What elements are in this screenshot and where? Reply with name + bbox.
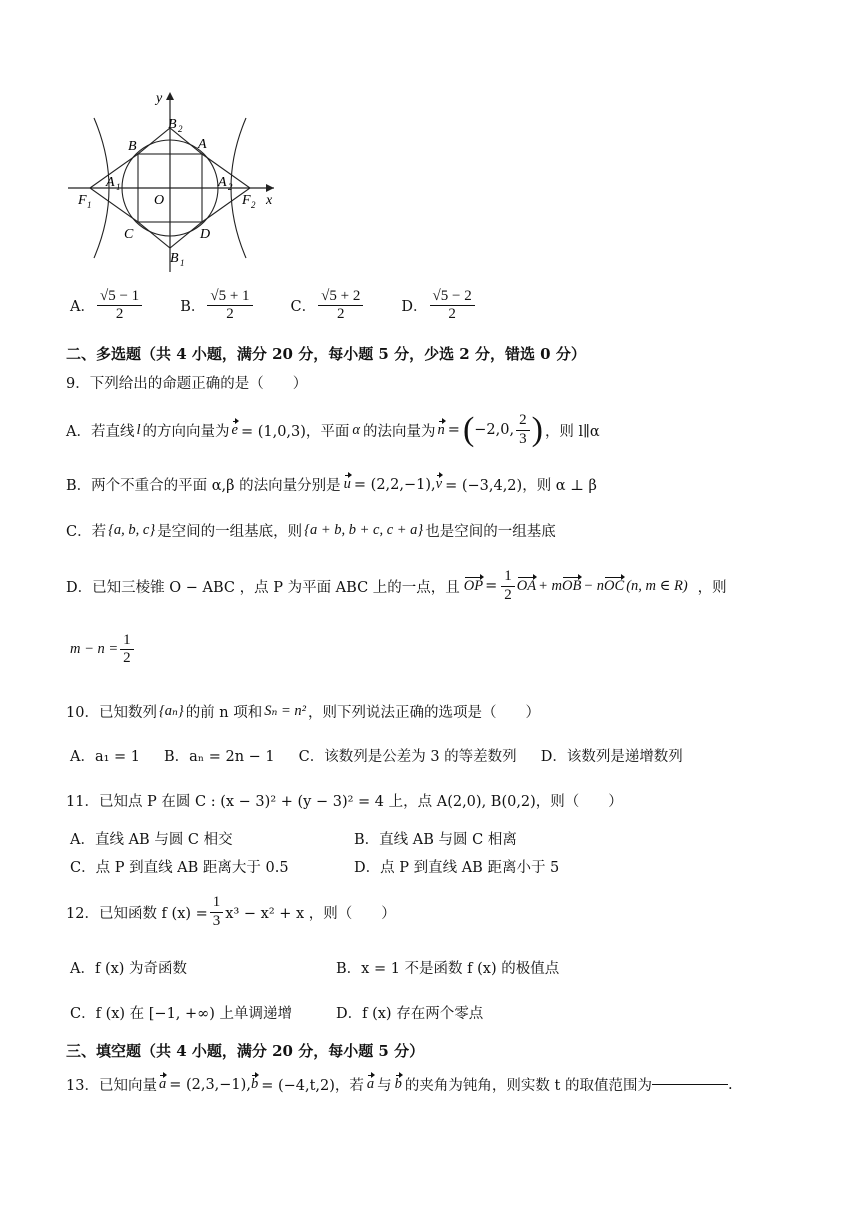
label-O: O [154, 193, 165, 208]
label-B1-sub: 1 [180, 258, 185, 268]
q11-option-b[interactable]: B．直线 AB 与圆 C 相离 [354, 832, 517, 848]
q8-option-d[interactable]: D． $\frac{√5 - 2}{2}$ [401, 288, 476, 324]
label-B2-sub: 2 [178, 124, 183, 134]
q11-option-d[interactable]: D．点 P 到直线 AB 距离小于 5 [354, 860, 560, 876]
q12-option-d[interactable]: D．f (x) 存在两个零点 [336, 1006, 484, 1022]
q9-option-b[interactable]: B．两个不重合的平面 α,β 的法向量分别是 u = (2,2,−1), v = (−3,4,2)，则 α ⊥ β [66, 476, 597, 494]
label-C: C [124, 227, 134, 242]
q9-stem: 9．下列给出的命题正确的是（ ） [66, 376, 308, 392]
label-A1: A [106, 175, 115, 190]
q11-option-c[interactable]: C．点 P 到直线 AB 距离大于 0.5 [70, 860, 289, 876]
q9-option-d-answer: m − n = $\frac{1}{2}$ [70, 632, 136, 668]
label-A2: A [218, 175, 227, 190]
y-axis-arrow [166, 92, 174, 100]
label-D: D [200, 227, 211, 242]
section-3-title: 三、填空题（共 4 小题，满分 20 分，每小题 5 分） [66, 1042, 425, 1060]
q13-answer-blank[interactable] [652, 1084, 728, 1085]
q8-options [70, 288, 477, 324]
q12-option-a[interactable]: A．f (x) 为奇函数 [70, 961, 188, 977]
q12-option-c[interactable]: C．f (x) 在 [−1, +∞) 上单调递增 [70, 1006, 293, 1022]
label-B2: B [168, 117, 177, 132]
q10-options [70, 745, 683, 766]
q9-option-d[interactable]: D．已知三棱锥 O − ABC ，点 P 为平面 ABC 上的一点，且 OP = $\frac{1}{2}$ OA + m OB − n OC (n, m ∈ R) ，则 [66, 568, 727, 603]
q10-option-b[interactable]: B．aₙ = 2n − 1 [164, 749, 275, 765]
hyperbola-circle-figure [62, 88, 282, 274]
x-axis-arrow [266, 184, 274, 192]
section-2-title: 二、多选题（共 4 小题，满分 20 分，每小题 5 分，少选 2 分，错选 0 分） [66, 345, 586, 363]
label-B: B [128, 139, 137, 154]
q9-option-c[interactable]: C．若 {a, b, c} 是空间的一组基底，则 {a + b, b + c, c + a} 也是空间的一组基底 [66, 522, 556, 540]
q10-option-a[interactable]: A．a₁ = 1 [70, 749, 141, 765]
label-F1-sub: 1 [87, 200, 92, 210]
q10-option-d[interactable]: D．该数列是递增数列 [540, 749, 683, 765]
q11-stem: 11．已知点 P 在圆 C : (x − 3)² + (y − 3)² = 4 上，点 A(2,0), B(0,2)，则（ ） [66, 794, 623, 810]
label-F2: F [242, 193, 251, 208]
label-F1: F [78, 193, 87, 208]
q10-stem: 10．已知数列 {aₙ} 的前 n 项和 Sₙ = n² ，则下列说法正确的选项是（ ） [66, 703, 541, 721]
label-F2-sub: 2 [251, 200, 256, 210]
q12-stem: 12．已知函数 f (x) = $\frac{1}{3}$ x³ − x² + x ，则（ ） [66, 894, 396, 929]
q9-option-a[interactable]: A．若直线 l 的方向向量为 e = (1,0,3)，平面 α 的法向量为 n = ( −2,0, $\frac{2}{3}$ ) ，则 l∥α [66, 411, 600, 448]
label-B1: B [170, 251, 179, 266]
q8-option-c[interactable]: C． $\frac{√5 + 2}{2}$ [291, 288, 366, 324]
q8-option-a[interactable]: A． $\frac{√5 - 1}{2}$ [70, 288, 144, 324]
label-y: y [156, 91, 163, 106]
label-A: A [198, 137, 207, 152]
label-x: x [266, 193, 273, 208]
q13-text: 13．已知向量 a = (2,3,−1), b = (−4,t,2)，若 a 与 b 的夹角为钝角，则实数 t 的取值范围为 . [66, 1076, 733, 1094]
q12-option-b[interactable]: B．x = 1 不是函数 f (x) 的极值点 [336, 961, 560, 977]
q11-option-a[interactable]: A．直线 AB 与圆 C 相交 [70, 832, 233, 848]
q10-option-c[interactable]: C．该数列是公差为 3 的等差数列 [298, 749, 517, 765]
label-A2-sub: 2 [228, 182, 233, 192]
label-A1-sub: 1 [116, 182, 121, 192]
q8-option-b[interactable]: B． $\frac{√5 + 1}{2}$ [180, 288, 254, 324]
